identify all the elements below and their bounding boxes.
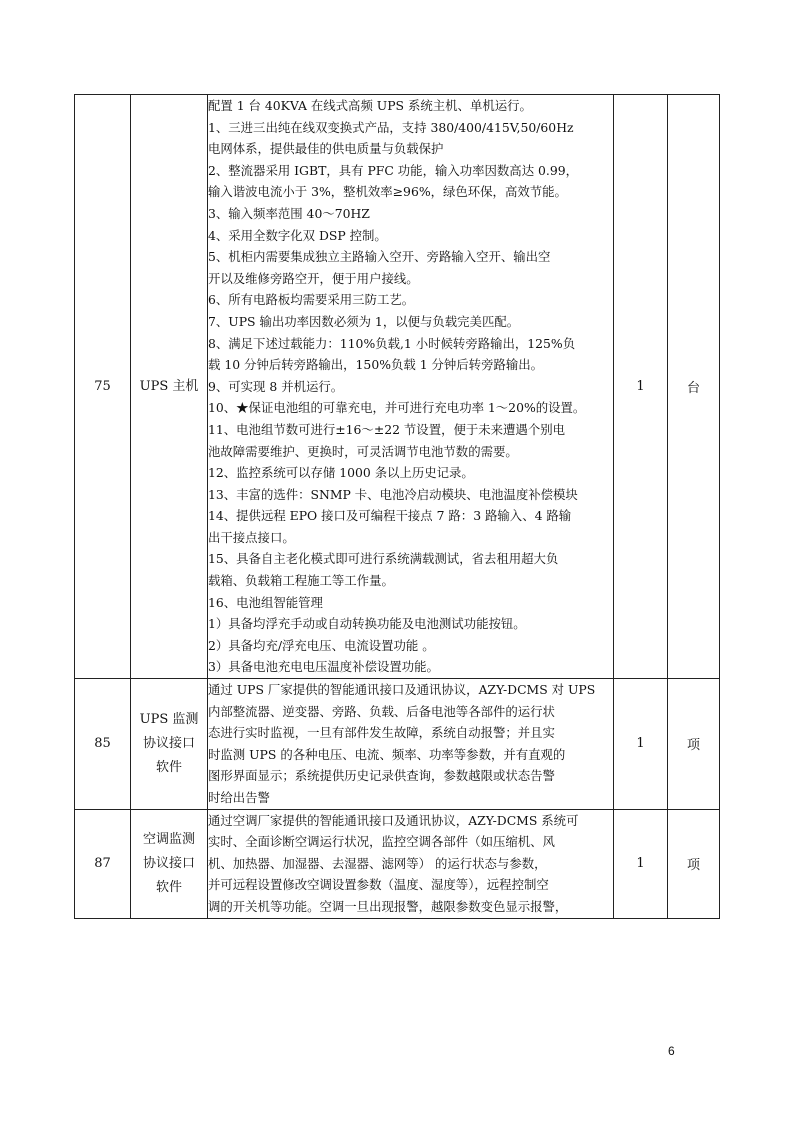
description-line: 3、输入频率范围 40～70HZ [208, 205, 370, 221]
description-line: 图形界面显示；系统提供历史记录供查询，参数越限或状态告警 [208, 768, 555, 784]
spec-table [74, 94, 720, 919]
description-line: 池故障需要维护、更换时，可灵活调节电池节数的需要。 [208, 443, 518, 459]
description-line: 6、所有电路板均需要采用三防工艺。 [208, 292, 415, 308]
row-number: 87 [75, 809, 131, 918]
description-line: 机、加热器、加湿器、去湿器、滤网等） 的运行状态与参数， [208, 855, 547, 871]
description-line: 时监测 UPS 的各种电压、电流、频率、功率等参数，并有直观的 [208, 746, 566, 762]
description-line: 出干接点接口。 [208, 529, 295, 545]
item-name: UPS 主机 [131, 95, 208, 679]
table-row [75, 95, 720, 679]
description-line: 输入谐波电流小于 3%，整机效率≥96%，绿色环保，高效节能。 [208, 184, 567, 200]
description-line: 配置 1 台 40KVA 在线式高频 UPS 系统主机、单机运行。 [208, 98, 532, 113]
description-line: 8、满足下述过载能力：110%负载,1 小时候转旁路输出，125%负 [208, 335, 576, 351]
description-line: 1、三进三出纯在线双变换式产品，支持 380/400/415V,50/60Hz [208, 119, 574, 135]
item-name-line: 协议接口 [142, 855, 195, 871]
description-line: 3）具备电池充电电压温度补偿设置功能。 [208, 659, 439, 675]
item-name-line: 软件 [155, 879, 182, 895]
item-quantity: 1 [614, 679, 668, 810]
description-line: 开以及维修旁路空开，便于用户接线。 [208, 270, 419, 286]
description-line: 实时、全面诊断空调运行状况，监控空调各部件（如压缩机、风 [208, 834, 555, 850]
description-line: 15、具备自主老化模式即可进行系统满载测试，省去租用超大负 [208, 551, 559, 567]
item-name [131, 809, 208, 918]
description-line: 4、采用全数字化双 DSP 控制。 [208, 227, 387, 243]
description-line: 通过空调厂家提供的智能通讯接口及通讯协议，AZY-DCMS 系统可 [208, 812, 579, 828]
page-number: 6 [668, 1044, 675, 1058]
row-number: 85 [75, 679, 131, 810]
row-number: 75 [75, 95, 131, 679]
item-name-line: 空调监测 [142, 831, 195, 847]
item-name [131, 679, 208, 810]
description-line: 通过 UPS 厂家提供的智能通讯接口及通讯协议，AZY-DCMS 对 UPS [208, 682, 596, 698]
description-line: 10、★保证电池组的可靠充电，并可进行充电功率 1～20%的设置。 [208, 400, 586, 416]
description-line: 载箱、负载箱工程施工等工作量。 [208, 573, 394, 589]
description-line: 载 10 分钟后转旁路输出，150%负载 1 分钟后转旁路输出。 [208, 357, 544, 373]
item-description [208, 679, 614, 810]
table-row [75, 679, 720, 810]
item-quantity: 1 [614, 95, 668, 679]
item-quantity: 1 [614, 809, 668, 918]
item-description [208, 95, 614, 679]
description-line: 13、丰富的选件：SNMP 卡、电池冷启动模块、电池温度补偿模块 [208, 486, 578, 502]
description-line: 12、监控系统可以存储 1000 条以上历史记录。 [208, 465, 474, 481]
item-name-line: UPS 监测 [139, 711, 199, 727]
description-line: 14、提供远程 EPO 接口及可编程干接点 7 路：3 路输入、4 路输 [208, 508, 572, 524]
item-description [208, 809, 614, 918]
description-line: 内部整流器、逆变器、旁路、负载、后备电池等各部件的运行状 [208, 703, 555, 719]
description-line: 时给出告警 [208, 790, 270, 805]
item-name-line: 协议接口 [142, 735, 195, 751]
table-row [75, 809, 720, 918]
item-unit: 项 [668, 809, 720, 918]
item-name-line: 软件 [155, 759, 182, 775]
description-line: 11、电池组节数可进行±16～±22 节设置，便于未来遭遇个别电 [208, 421, 565, 437]
description-line: 16、电池组智能管理 [208, 594, 323, 610]
description-line: 并可远程设置修改空调设置参数（温度、湿度等），远程控制空 [208, 877, 549, 893]
description-line: 2、整流器采用 IGBT，具有 PFC 功能，输入功率因数高达 0.99， [208, 162, 579, 178]
description-line: 态进行实时监视，一旦有部件发生故障，系统自动报警；并且实 [208, 725, 555, 741]
description-line: 2）具备均充/浮充电压、电流设置功能 。 [208, 637, 435, 653]
description-line: 1）具备均浮充手动或自动转换功能及电池测试功能按钮。 [208, 616, 526, 632]
description-line: 调的开关机等功能。空调一旦出现报警，越限参数变色显示报警， [208, 898, 568, 914]
description-line: 电网体系，提供最佳的供电质量与负载保护 [208, 141, 444, 157]
item-unit: 项 [668, 679, 720, 810]
description-line: 7、UPS 输出功率因数必须为 1，以便与负载完美匹配。 [208, 313, 520, 329]
description-line: 5、机柜内需要集成独立主路输入空开、旁路输入空开、输出空 [208, 249, 551, 265]
description-line: 9、可实现 8 并机运行。 [208, 378, 344, 394]
item-unit: 台 [668, 95, 720, 679]
